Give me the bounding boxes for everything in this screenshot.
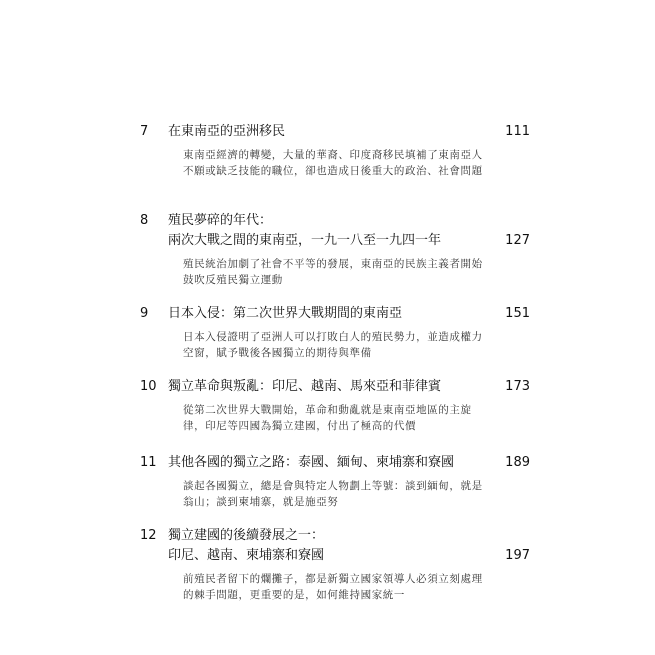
page-number: 151	[505, 306, 530, 321]
chapter-number: 9	[140, 306, 149, 321]
chapter-description: 殖民統治加劇了社會不平等的發展，東南亞的民族主義者開始鼓吹反殖民獨立運動	[183, 258, 483, 286]
chapter-number: 11	[140, 455, 157, 470]
toc-entry-10[interactable]	[140, 377, 530, 434]
toc-entry-9[interactable]	[140, 304, 530, 361]
page-number: 173	[505, 379, 530, 394]
chapter-description: 談起各國獨立，總是會與特定人物劃上等號：談到緬甸，就是翁山；談到柬埔寨，就是施亞努	[183, 480, 483, 508]
chapter-title-line-2: 兩次大戰之間的東南亞，一九一八至一九四一年	[168, 233, 442, 248]
chapter-number: 8	[140, 213, 149, 228]
chapter-title: 日本入侵：第二次世界大戰期間的東南亞	[168, 306, 403, 321]
chapter-description: 從第二次世界大戰開始，革命和動亂就是東南亞地區的主旋律，印尼等四國為獨立建國，付出了極高的代價	[183, 404, 472, 432]
chapter-number: 10	[140, 379, 157, 394]
chapter-title: 獨立革命與叛亂：印尼、越南、馬來亞和菲律賓	[168, 379, 442, 394]
chapter-title: 在東南亞的亞洲移民	[168, 124, 286, 139]
chapter-number: 7	[140, 124, 149, 139]
chapter-title-line-2: 印尼、越南、柬埔寨和寮國	[168, 548, 325, 563]
page-number: 197	[505, 548, 530, 563]
chapter-title: 殖民夢碎的年代：	[168, 213, 273, 228]
chapter-description: 東南亞經濟的轉變，大量的華裔、印度裔移民填補了東南亞人不願或缺乏技能的職位，卻也造成日後重大的政治、社會問題	[183, 149, 483, 177]
chapter-description: 日本入侵證明了亞洲人可以打敗白人的殖民勢力，並造成權力空窗，賦予戰後各國獨立的期待與準備	[183, 331, 483, 359]
page-number: 189	[505, 455, 530, 470]
chapter-description: 前殖民者留下的爛攤子，都是新獨立國家領導人必須立刻處理的棘手問題，更重要的是，如何維持國家統一	[183, 573, 483, 601]
toc-entry-11[interactable]	[140, 453, 530, 510]
page-number: 127	[505, 233, 530, 248]
page-number: 111	[505, 124, 530, 139]
toc-entry-12[interactable]	[140, 526, 530, 603]
chapter-number: 12	[140, 528, 157, 543]
toc-entry-8[interactable]	[140, 211, 530, 288]
chapter-title: 獨立建國的後續發展之一：	[168, 528, 325, 543]
chapter-title: 其他各國的獨立之路：泰國、緬甸、柬埔寨和寮國	[168, 455, 455, 470]
toc-entry-7[interactable]	[140, 122, 530, 179]
